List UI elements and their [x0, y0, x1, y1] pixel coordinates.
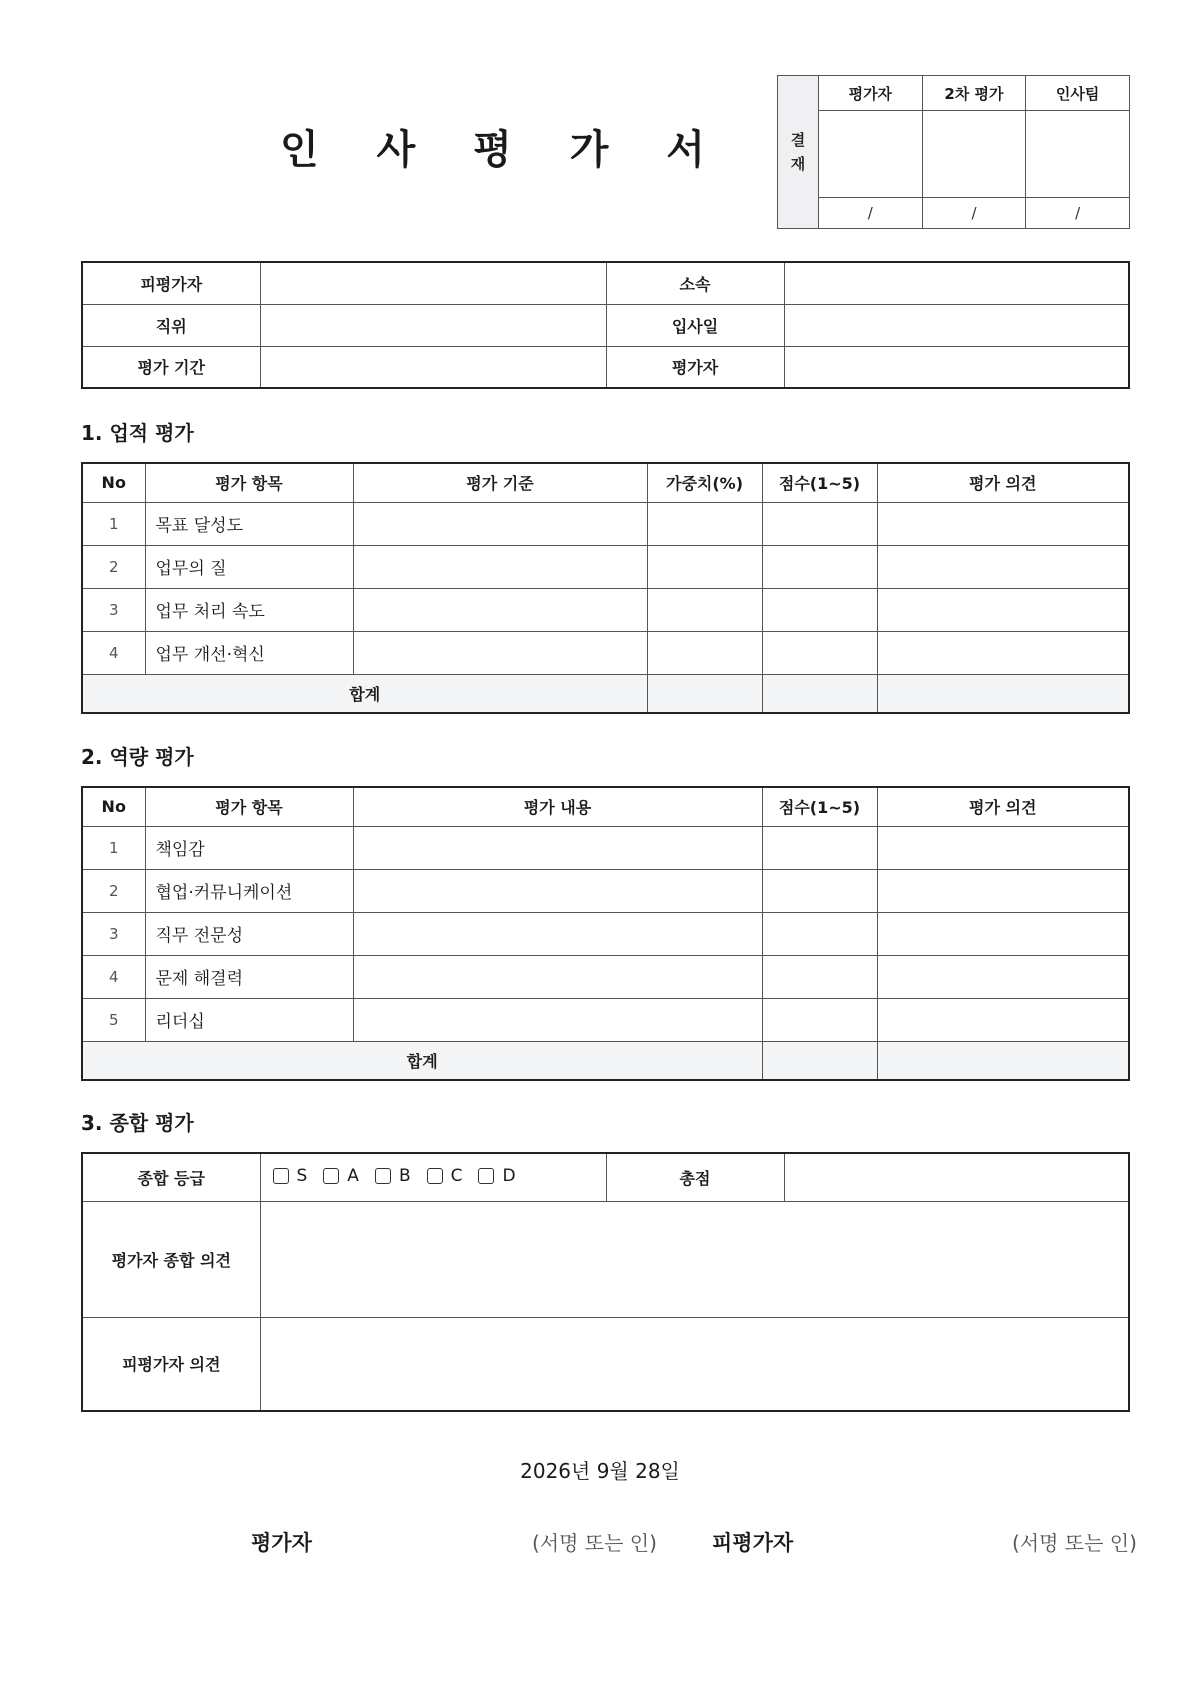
row-no: 2	[82, 869, 145, 912]
signature-field-evaluator[interactable]: (서명 또는 인)	[532, 1531, 657, 1555]
section-heading-performance: 1. 업적 평가	[81, 421, 194, 445]
section-heading-competency: 2. 역량 평가	[81, 745, 194, 769]
row-item: 리더십	[145, 998, 353, 1041]
cell-comment[interactable]	[877, 826, 1129, 869]
label-grade: 종합 등급	[82, 1153, 260, 1201]
cell-content[interactable]	[353, 826, 762, 869]
cell-content[interactable]	[353, 955, 762, 998]
label-department: 소속	[606, 262, 784, 304]
checkbox-icon	[478, 1168, 494, 1184]
total-label: 합계	[82, 1041, 762, 1080]
cell-score[interactable]	[762, 912, 877, 955]
label-evaluator-opinion: 평가자 종합 의견	[82, 1201, 260, 1317]
perf-col-no: No	[82, 463, 145, 502]
cell-content[interactable]	[353, 998, 762, 1041]
label-total-score: 총점	[606, 1153, 784, 1201]
field-department[interactable]	[784, 262, 1129, 304]
perf-col-item: 평가 항목	[145, 463, 353, 502]
grade-options	[260, 1153, 606, 1201]
row-no: 1	[82, 826, 145, 869]
field-hire-date[interactable]	[784, 304, 1129, 346]
total-score[interactable]	[762, 1041, 877, 1080]
row-no: 2	[82, 545, 145, 588]
signature-field-evaluatee[interactable]: (서명 또는 인)	[1012, 1531, 1137, 1555]
field-period[interactable]	[260, 346, 606, 388]
row-no: 3	[82, 588, 145, 631]
label-hire-date: 입사일	[606, 304, 784, 346]
cell-comment[interactable]	[877, 912, 1129, 955]
evaluatee-info-table	[81, 261, 1130, 389]
cell-comment[interactable]	[877, 631, 1129, 674]
table-row	[82, 631, 1129, 674]
row-item: 책임감	[145, 826, 353, 869]
cell-criteria[interactable]	[353, 545, 647, 588]
grade-option-d[interactable]: D	[478, 1166, 515, 1186]
field-evaluator[interactable]	[784, 346, 1129, 388]
cell-score[interactable]	[762, 955, 877, 998]
row-no: 4	[82, 955, 145, 998]
field-evaluator-opinion[interactable]	[260, 1201, 1129, 1317]
table-row	[82, 588, 1129, 631]
grade-option-c[interactable]: C	[427, 1166, 463, 1186]
comp-col-score: 점수(1~5)	[762, 787, 877, 826]
cell-comment[interactable]	[877, 545, 1129, 588]
table-row	[82, 826, 1129, 869]
cell-score[interactable]	[762, 869, 877, 912]
cell-criteria[interactable]	[353, 502, 647, 545]
label-period: 평가 기간	[82, 346, 260, 388]
comp-col-no: No	[82, 787, 145, 826]
cell-content[interactable]	[353, 912, 762, 955]
cell-score[interactable]	[762, 826, 877, 869]
cell-score[interactable]	[762, 998, 877, 1041]
label-evaluatee: 피평가자	[82, 262, 260, 304]
cell-score[interactable]	[762, 631, 877, 674]
table-row	[82, 502, 1129, 545]
total-weight[interactable]	[647, 674, 762, 713]
competency-table	[81, 786, 1130, 1081]
approval-header-hr: 인사팀	[1026, 76, 1130, 111]
cell-comment[interactable]	[877, 588, 1129, 631]
row-item: 문제 해결력	[145, 955, 353, 998]
cell-comment[interactable]	[877, 998, 1129, 1041]
total-comment[interactable]	[877, 674, 1129, 713]
cell-comment[interactable]	[877, 869, 1129, 912]
overall-table	[81, 1152, 1130, 1412]
cell-criteria[interactable]	[353, 588, 647, 631]
comp-col-content: 평가 내용	[353, 787, 762, 826]
label-position: 직위	[82, 304, 260, 346]
approval-date-evaluator[interactable]: /	[819, 197, 923, 228]
grade-option-s[interactable]: S	[273, 1166, 308, 1186]
comp-col-item: 평가 항목	[145, 787, 353, 826]
checkbox-icon	[323, 1168, 339, 1184]
label-evaluatee-opinion: 피평가자 의견	[82, 1317, 260, 1411]
approval-date-second[interactable]: /	[922, 197, 1026, 228]
cell-comment[interactable]	[877, 955, 1129, 998]
section-heading-overall: 3. 종합 평가	[81, 1111, 194, 1135]
row-no: 5	[82, 998, 145, 1041]
approval-sign-evaluator[interactable]	[819, 111, 923, 198]
cell-content[interactable]	[353, 869, 762, 912]
total-label: 합계	[82, 674, 647, 713]
field-total-score[interactable]	[784, 1153, 1129, 1201]
cell-weight[interactable]	[647, 545, 762, 588]
row-no: 3	[82, 912, 145, 955]
cell-weight[interactable]	[647, 631, 762, 674]
field-position[interactable]	[260, 304, 606, 346]
table-row	[82, 545, 1129, 588]
approval-sign-hr[interactable]	[1026, 111, 1130, 198]
total-score[interactable]	[762, 674, 877, 713]
approval-table	[777, 75, 1130, 229]
approval-label: 결 재	[778, 76, 819, 229]
grade-option-a[interactable]: A	[323, 1166, 359, 1186]
table-row	[82, 998, 1129, 1041]
row-no: 4	[82, 631, 145, 674]
cell-score[interactable]	[762, 502, 877, 545]
total-row	[82, 1041, 1129, 1080]
table-row	[82, 869, 1129, 912]
perf-col-criteria: 평가 기준	[353, 463, 647, 502]
document-title: 인 사 평 가 서	[280, 127, 727, 173]
cell-score[interactable]	[762, 545, 877, 588]
performance-table	[81, 462, 1130, 714]
checkbox-icon	[375, 1168, 391, 1184]
approval-date-hr[interactable]: /	[1026, 197, 1130, 228]
signature-label-evaluator: 평가자	[251, 1531, 312, 1555]
row-item: 목표 달성도	[145, 502, 353, 545]
field-evaluatee-opinion[interactable]	[260, 1317, 1129, 1411]
cell-score[interactable]	[762, 588, 877, 631]
total-row	[82, 674, 1129, 713]
approval-sign-second[interactable]	[922, 111, 1026, 198]
table-row	[82, 912, 1129, 955]
row-item: 업무의 질	[145, 545, 353, 588]
cell-criteria[interactable]	[353, 631, 647, 674]
approval-header-second: 2차 평가	[922, 76, 1026, 111]
grade-option-b[interactable]: B	[375, 1166, 411, 1186]
row-no: 1	[82, 502, 145, 545]
field-evaluatee[interactable]	[260, 262, 606, 304]
checkbox-icon	[427, 1168, 443, 1184]
cell-weight[interactable]	[647, 588, 762, 631]
label-evaluator: 평가자	[606, 346, 784, 388]
comp-col-comment: 평가 의견	[877, 787, 1129, 826]
table-row	[82, 955, 1129, 998]
perf-col-weight: 가중치(%)	[647, 463, 762, 502]
cell-comment[interactable]	[877, 502, 1129, 545]
signature-label-evaluatee: 피평가자	[712, 1531, 794, 1555]
document-date: 2026년 9월 28일	[520, 1459, 680, 1483]
row-item: 직무 전문성	[145, 912, 353, 955]
row-item: 협업·커뮤니케이션	[145, 869, 353, 912]
perf-col-comment: 평가 의견	[877, 463, 1129, 502]
row-item: 업무 처리 속도	[145, 588, 353, 631]
perf-col-score: 점수(1~5)	[762, 463, 877, 502]
checkbox-icon	[273, 1168, 289, 1184]
row-item: 업무 개선·혁신	[145, 631, 353, 674]
approval-header-evaluator: 평가자	[819, 76, 923, 111]
cell-weight[interactable]	[647, 502, 762, 545]
total-comment[interactable]	[877, 1041, 1129, 1080]
